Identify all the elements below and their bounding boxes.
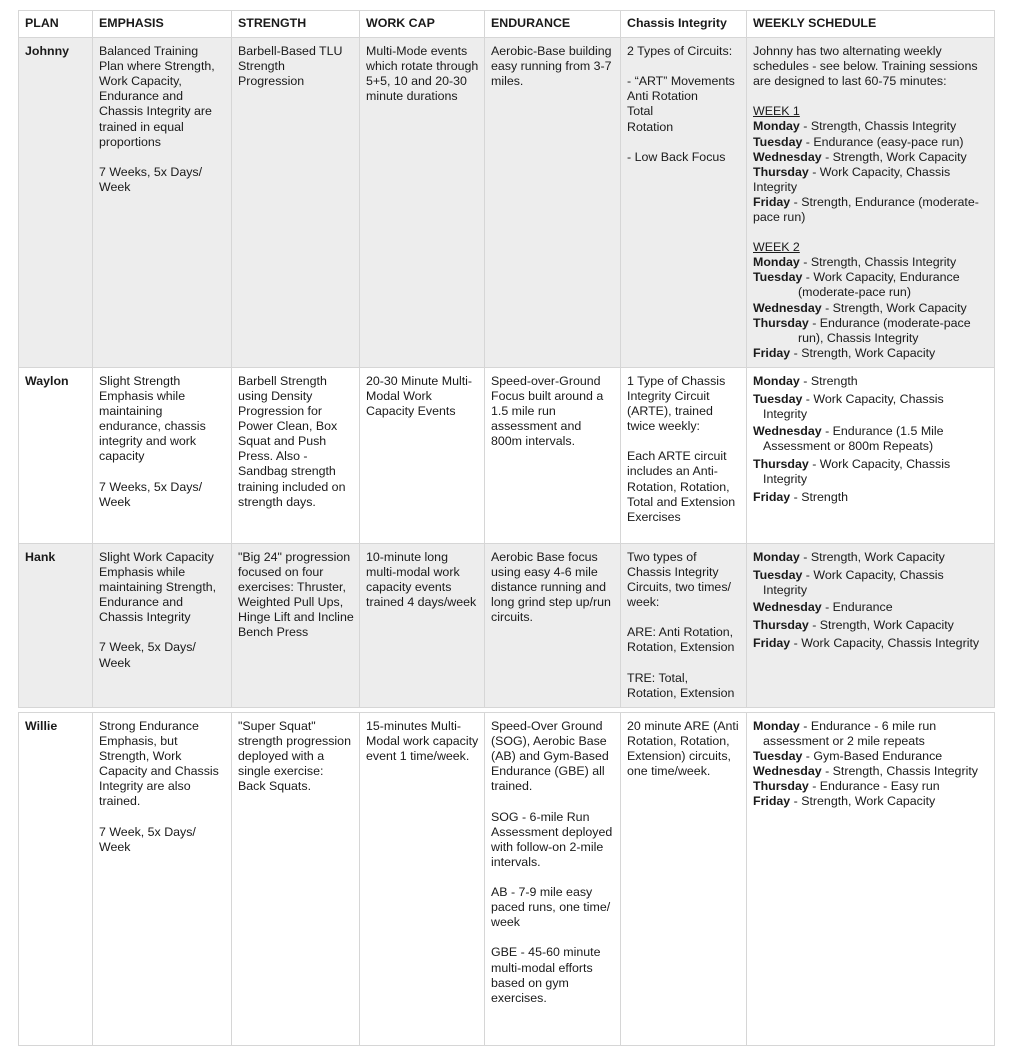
chassis-cell: 1 Type of Chassis Integrity Circuit (ARTE), trained twice weekly: Each ARTE circuit includes an Anti-Rotation, Rotation, Total and Extension Exercises — [621, 367, 747, 543]
day-activity: - Strength, Work Capacity — [821, 300, 967, 315]
day-name: Monday — [753, 373, 800, 388]
schedule-line — [753, 568, 989, 598]
day-activity: - Strength — [799, 373, 858, 388]
endurance-cell: Speed-Over Ground (SOG), Aerobic Base (AB) and Gym-Based Endurance (GBE) all trained. SOG - 6-mile Run Assessment deployed with follow-on 2-mile intervals. AB - 7-9 mile easy paced runs, one time/ week GBE - 45-60 minute multi-modal efforts based on gym exercises. — [485, 713, 621, 1046]
table-row-johnny — [19, 38, 995, 368]
endurance-cell: Aerobic Base focus using easy 4-6 mile distance running and long grind step up/run circuits. — [485, 543, 621, 707]
schedule-line — [753, 165, 989, 195]
schedule-line — [753, 119, 989, 134]
day-activity: - Strength, Work Capacity — [790, 345, 936, 360]
day-name: Friday — [753, 635, 791, 650]
plan-name: Hank — [19, 543, 93, 707]
schedule-line — [753, 779, 989, 794]
schedule-line — [753, 374, 989, 389]
spacer — [753, 89, 989, 104]
schedule-line — [753, 618, 989, 633]
day-activity: - Strength, Work Capacity — [821, 149, 967, 164]
schedule-line — [753, 195, 989, 225]
header-work-cap: WORK CAP — [360, 11, 485, 38]
schedule-cell — [747, 543, 995, 707]
day-activity: - Endurance — [821, 600, 893, 615]
day-name: Tuesday — [753, 749, 803, 764]
schedule-line — [753, 490, 989, 505]
work-cap-cell: Multi-Mode events which rotate through 5+5, 10 and 20-30 minute durations — [360, 38, 485, 368]
day-activity: - Work Capacity, Endurance (moderate-pace run) — [798, 270, 960, 300]
day-name: Thursday — [753, 315, 809, 330]
day-activity: - Strength — [790, 489, 849, 504]
schedule-line — [753, 301, 989, 316]
strength-cell: "Big 24" progression focused on four exercises: Thruster, Weighted Pull Ups, Hinge Lift and Incline Bench Press — [232, 543, 360, 707]
spacer — [753, 225, 989, 240]
day-activity: - Endurance (moderate-pace run), Chassis Integrity — [798, 315, 971, 345]
schedule-line — [753, 255, 989, 270]
header-strength: STRENGTH — [232, 11, 360, 38]
emphasis-cell: Strong Endurance Emphasis, but Strength, Work Capacity and Chassis Integrity are also trained. 7 Week, 5x Days/ Week — [93, 713, 232, 1046]
schedule-cell — [747, 367, 995, 543]
emphasis-cell: Balanced Training Plan where Strength, Work Capacity, Endurance and Chassis Integrity are trained in equal proportions 7 Weeks, 5x Days/ Week — [93, 38, 232, 368]
schedule-line — [753, 636, 989, 651]
endurance-cell: Speed-over-Ground Focus built around a 1.5 mile run assessment and 800m intervals. — [485, 367, 621, 543]
header-endurance: ENDURANCE — [485, 11, 621, 38]
day-name: Monday — [753, 549, 800, 564]
chassis-cell: Two types of Chassis Integrity Circuits, two times/ week: ARE: Anti Rotation, Rotation, Extension TRE: Total, Rotation, Extension — [621, 543, 747, 707]
week-label: WEEK 2 — [753, 240, 800, 255]
day-activity: - Endurance - Easy run — [808, 779, 940, 794]
header-weekly-schedule: WEEKLY SCHEDULE — [747, 11, 995, 38]
day-activity: - Strength, Chassis Integrity — [799, 119, 957, 134]
endurance-cell: Aerobic-Base building easy running from 3-7 miles. — [485, 38, 621, 368]
training-plans-table — [18, 10, 995, 708]
day-activity: - Work Capacity, Chassis Integrity — [763, 391, 944, 421]
table-row-hank — [19, 543, 995, 707]
day-name: Tuesday — [753, 134, 803, 149]
plan-name: Johnny — [19, 38, 93, 368]
week-label: WEEK 1 — [753, 104, 800, 119]
day-activity: - Strength, Work Capacity — [790, 794, 936, 809]
schedule-line — [753, 150, 989, 165]
day-name: Wednesday — [753, 149, 822, 164]
schedule-intro: Johnny has two alternating weekly schedules - see below. Training sessions are designed to last 60-75 minutes: — [753, 44, 978, 89]
day-activity: - Work Capacity, Chassis Integrity — [763, 567, 944, 597]
day-name: Tuesday — [753, 270, 803, 285]
schedule-line — [753, 764, 989, 779]
emphasis-cell: Slight Strength Emphasis while maintaining endurance, chassis integrity and work capacity 7 Weeks, 5x Days/ Week — [93, 367, 232, 543]
day-name: Wednesday — [753, 424, 822, 439]
day-name: Thursday — [753, 779, 809, 794]
day-name: Thursday — [753, 164, 809, 179]
plan-name: Waylon — [19, 367, 93, 543]
day-name: Thursday — [753, 618, 809, 633]
day-activity: - Strength, Endurance (moderate-pace run) — [753, 194, 979, 225]
work-cap-cell: 20-30 Minute Multi-Modal Work Capacity Events — [360, 367, 485, 543]
training-plans-table-continued — [18, 712, 995, 1046]
day-activity: - Endurance (1.5 Mile Assessment or 800m Repeats) — [763, 424, 944, 454]
table-row-waylon — [19, 367, 995, 543]
emphasis-cell: Slight Work Capacity Emphasis while maintaining Strength, Endurance and Chassis Integrity 7 Week, 5x Days/ Week — [93, 543, 232, 707]
table-row-willie — [19, 713, 995, 1046]
day-name: Monday — [753, 119, 800, 134]
schedule-line — [753, 550, 989, 565]
day-activity: - Gym-Based Endurance — [802, 749, 943, 764]
day-name: Wednesday — [753, 600, 822, 615]
day-activity: - Strength, Chassis Integrity — [799, 255, 957, 270]
schedule-line — [753, 316, 989, 346]
day-activity: - Strength, Work Capacity — [808, 618, 954, 633]
schedule-line — [753, 346, 989, 361]
schedule-line — [753, 424, 989, 454]
day-name: Wednesday — [753, 764, 822, 779]
day-activity: - Work Capacity, Chassis Integrity — [763, 457, 951, 487]
work-cap-cell: 15-minutes Multi-Modal work capacity event 1 time/week. — [360, 713, 485, 1046]
day-name: Tuesday — [753, 391, 803, 406]
day-activity: - Endurance (easy-pace run) — [802, 134, 964, 149]
day-name: Friday — [753, 794, 791, 809]
day-activity: - Work Capacity, Chassis Integrity — [753, 164, 951, 194]
schedule-line — [753, 600, 989, 615]
strength-cell: Barbell-Based TLU Strength Progression — [232, 38, 360, 368]
day-activity: - Work Capacity, Chassis Integrity — [790, 635, 980, 650]
header-row — [19, 11, 995, 38]
schedule-line — [753, 270, 989, 300]
work-cap-cell: 10-minute long multi-modal work capacity events trained 4 days/week — [360, 543, 485, 707]
header-chassis-integrity: Chassis Integrity — [621, 11, 747, 38]
schedule-line — [753, 457, 989, 487]
day-activity: - Strength, Chassis Integrity — [821, 764, 978, 779]
header-emphasis: EMPHASIS — [93, 11, 232, 38]
day-name: Thursday — [753, 457, 809, 472]
schedule-line — [753, 794, 989, 809]
schedule-cell — [747, 38, 995, 368]
schedule-line — [753, 135, 989, 150]
schedule-cell — [747, 713, 995, 1046]
schedule-line — [753, 392, 989, 422]
schedule-line — [753, 749, 989, 764]
strength-cell: Barbell Strength using Density Progression for Power Clean, Box Squat and Push Press. Also - Sandbag strength training included on strength days. — [232, 367, 360, 543]
header-plan: PLAN — [19, 11, 93, 38]
schedule-line — [753, 719, 989, 749]
day-name: Friday — [753, 489, 791, 504]
day-name: Friday — [753, 194, 791, 209]
day-activity: - Strength, Work Capacity — [799, 549, 945, 564]
day-name: Monday — [753, 719, 800, 733]
day-name: Tuesday — [753, 567, 803, 582]
strength-cell: "Super Squat" strength progression deployed with a single exercise: Back Squats. — [232, 713, 360, 1046]
day-name: Wednesday — [753, 300, 822, 315]
chassis-cell: 2 Types of Circuits: - “ART” Movements Anti Rotation Total Rotation - Low Back Focus — [621, 38, 747, 368]
chassis-cell: 20 minute ARE (Anti Rotation, Rotation, Extension) circuits, one time/week. — [621, 713, 747, 1046]
day-activity: - Endurance - 6 mile run assessment or 2 mile repeats — [763, 719, 937, 749]
day-name: Friday — [753, 345, 791, 360]
day-name: Monday — [753, 255, 800, 270]
plan-name: Willie — [19, 713, 93, 1046]
